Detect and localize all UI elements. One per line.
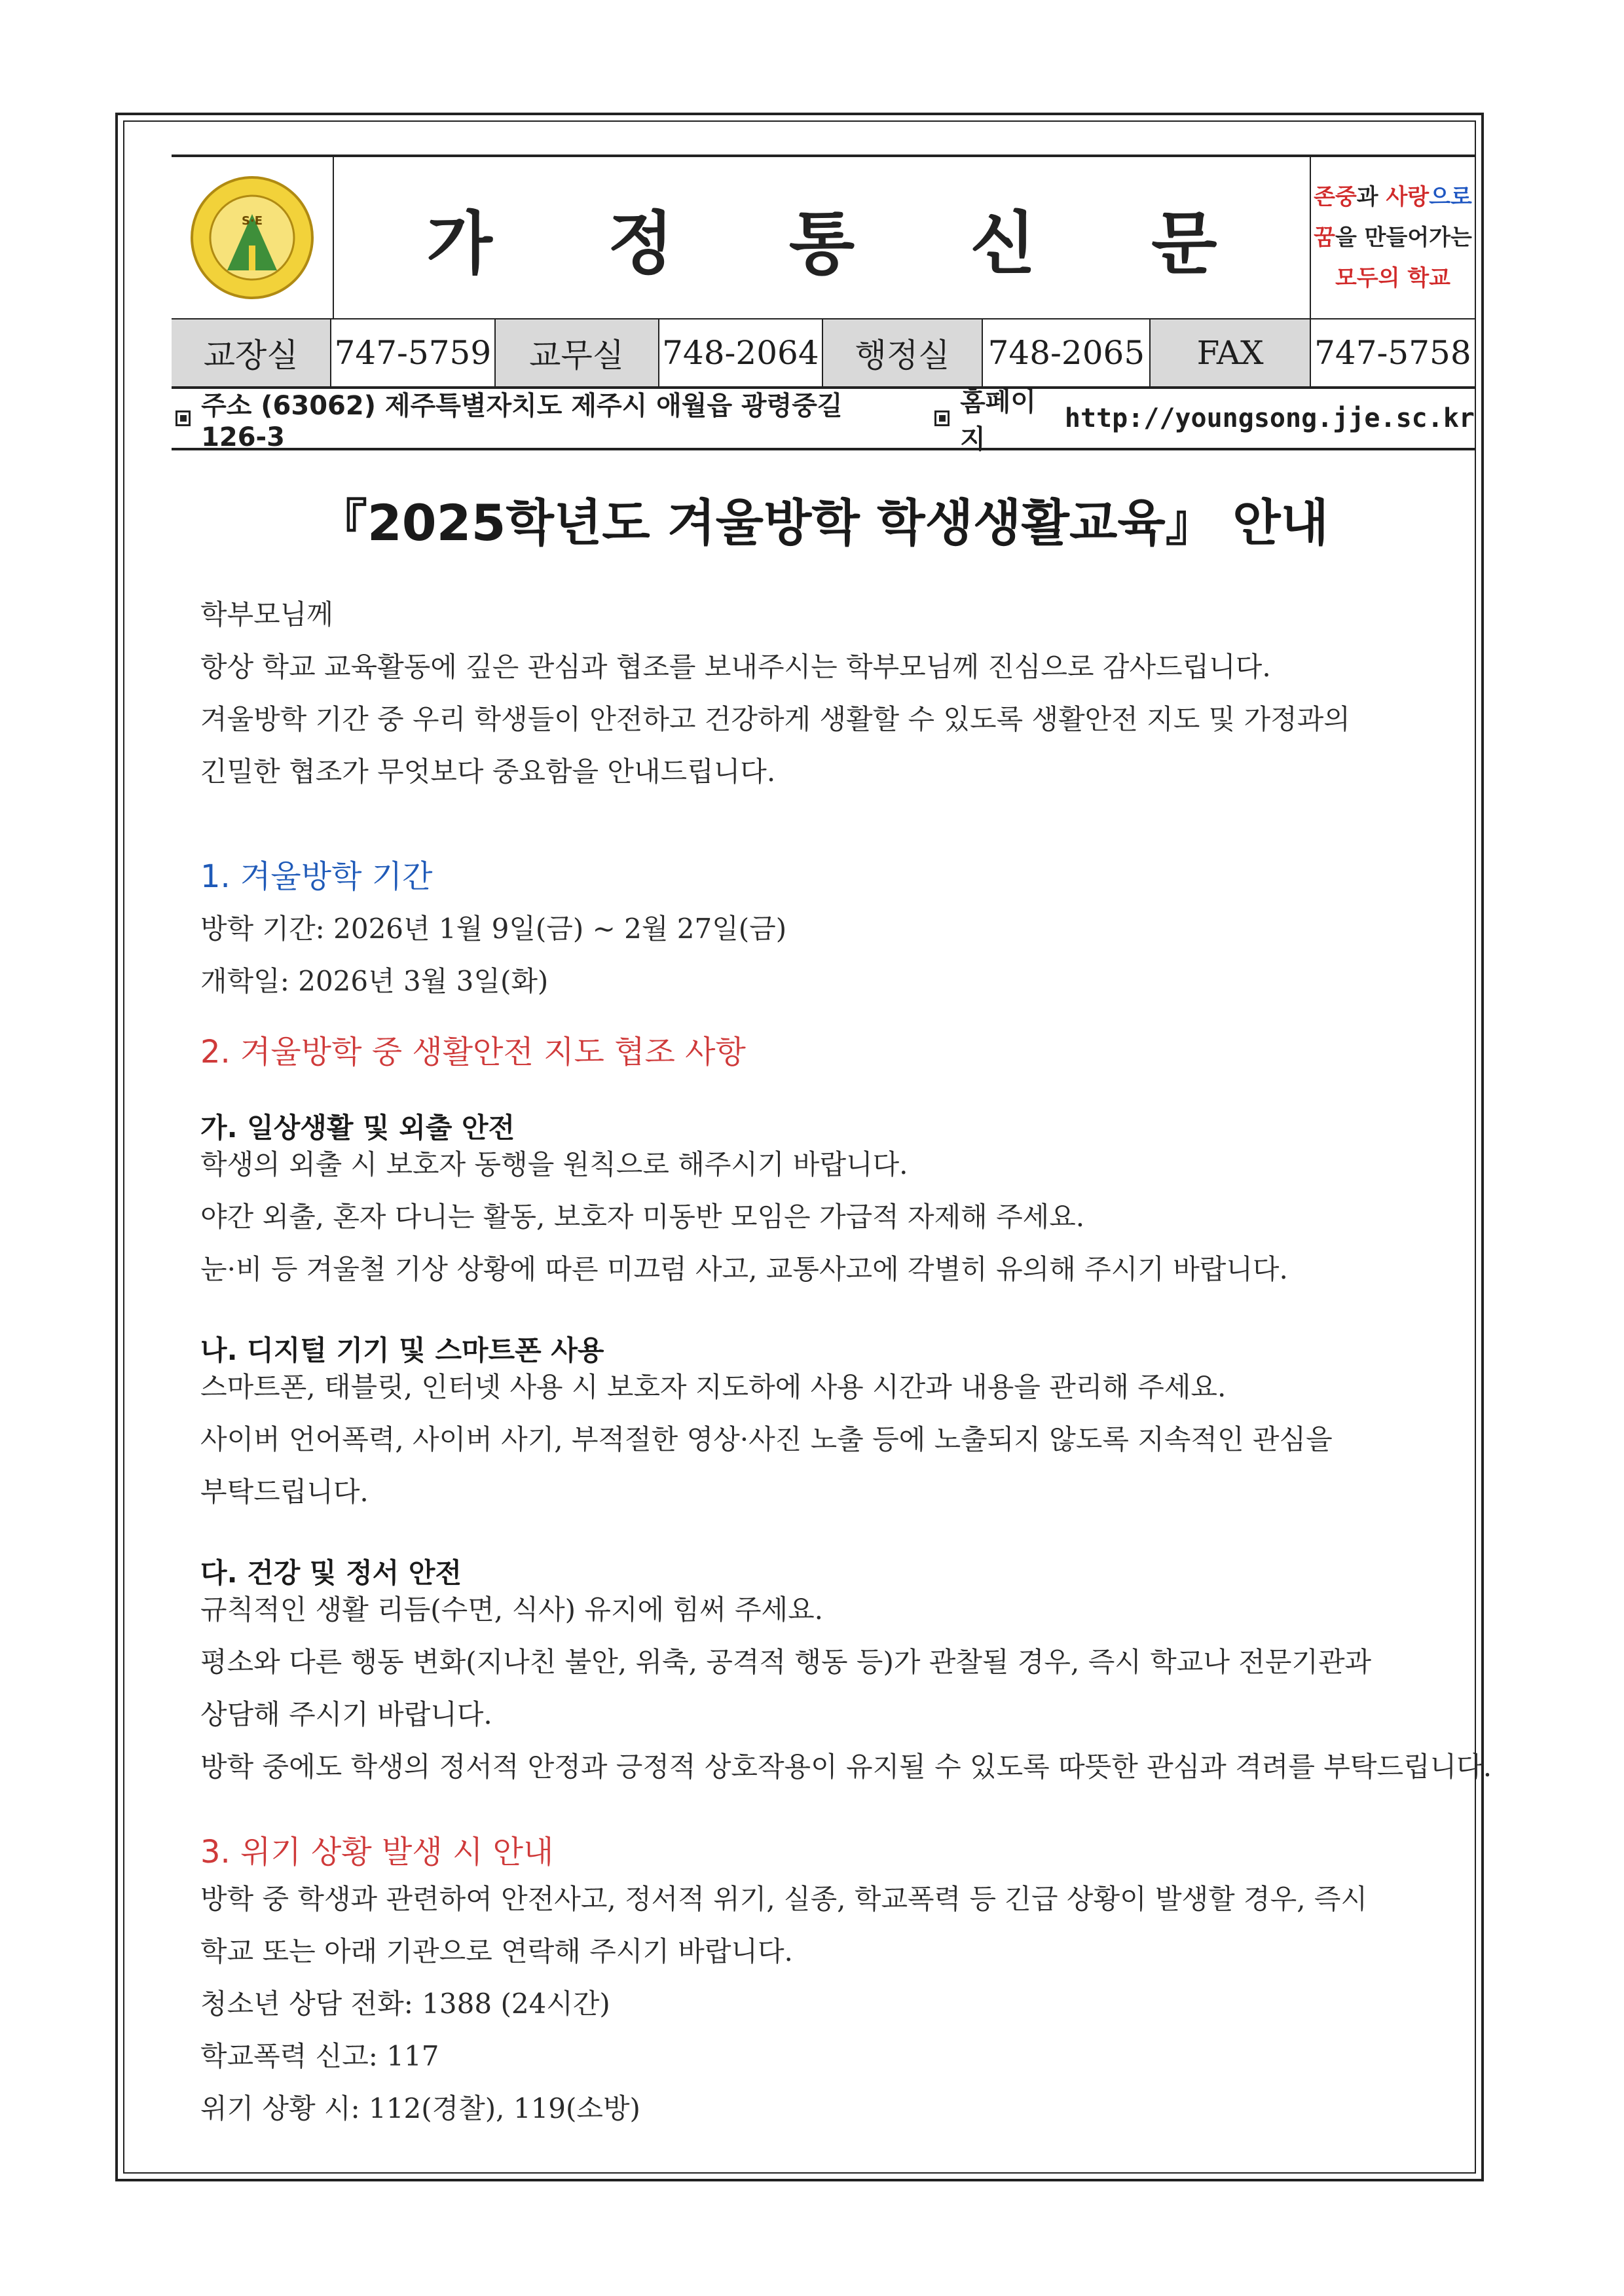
subsection-da-line: 규칙적인 생활 리듬(수면, 식사) 유지에 힘써 주세요. (200, 1594, 824, 1626)
section-3-line: 청소년 상담 전화: 1388 (24시간) (200, 1988, 610, 2020)
subsection-na-heading: 나. 디지털 기기 및 스마트폰 사용 (200, 1334, 604, 1366)
contact-label: 교장실 (172, 319, 331, 386)
letterhead-top (172, 155, 1475, 319)
salutation: 학부모님께 (200, 598, 333, 630)
intro-line: 긴밀한 협조가 무엇보다 중요함을 안내드립니다. (200, 756, 776, 788)
section-3-line: 학교폭력 신고: 117 (200, 2040, 439, 2072)
slogan-love: 사랑 (1386, 184, 1430, 210)
slogan-everyone: 모두의 학교 (1335, 265, 1451, 291)
contact-value: 748-2065 (983, 319, 1151, 386)
slogan-and: 과 (1356, 184, 1386, 210)
contact-label: 교무실 (496, 319, 659, 386)
contact-value: 747-5758 (1314, 334, 1471, 372)
school-slogan (1310, 157, 1475, 318)
section-1-line: 방학 기간: 2026년 1월 9일(금) ~ 2월 27일(금) (200, 913, 787, 945)
slogan-line-1 (1314, 177, 1472, 217)
slogan-line-3 (1335, 258, 1450, 299)
subsection-da-heading: 다. 건강 및 정서 안전 (200, 1557, 462, 1589)
subsection-da-line: 평소와 다른 행동 변화(지나친 불안, 위축, 공격적 행동 등)가 관찰될 경우, 즉시 학교나 전문기관과 (200, 1646, 1372, 1678)
subsection-ga-line: 눈·비 등 겨울철 기상 상황에 따른 미끄럼 사고, 교통사고에 각별히 유의해 주시기 바랍니다. (200, 1253, 1288, 1285)
contact-label: FAX (1151, 319, 1310, 386)
contact-value: 748-2064 (659, 319, 823, 386)
logo-badge: S·E (241, 214, 263, 228)
section-3-heading: 3. 위기 상황 발생 시 안내 (200, 1834, 554, 1870)
school-address: 주소 (63062) 제주특별자치도 제주시 애월읍 광령중길 126-3 (201, 390, 843, 452)
newsletter-title-cell (334, 157, 1310, 318)
section-3-line: 위기 상황 시: 112(경찰), 119(소방) (200, 2092, 640, 2124)
intro-line: 겨울방학 기간 중 우리 학생들이 안전하고 건강하게 생활할 수 있도록 생활안전 지도 및 가정과의 (200, 703, 1350, 735)
slogan-line-2 (1314, 217, 1472, 258)
slogan-respect: 존중 (1314, 184, 1357, 210)
subsection-na-line: 부탁드립니다. (200, 1476, 369, 1508)
contact-value: 747-5759 (331, 319, 495, 386)
section-1-heading: 1. 겨울방학 기간 (200, 858, 433, 895)
school-emblem-icon (187, 172, 318, 303)
bullet-square-icon (175, 410, 191, 426)
contact-table (172, 319, 1475, 389)
address-row (172, 387, 1475, 454)
homepage-label: 홈페이지 (960, 387, 1036, 454)
section-1-line: 개학일: 2026년 3월 3일(화) (200, 965, 549, 997)
intro-line: 항상 학교 교육활동에 깊은 관심과 협조를 보내주시는 학부모님께 진심으로 감사드립니다. (200, 651, 1271, 683)
slogan-with: 으로 (1429, 184, 1472, 210)
section-3-line: 학교 또는 아래 기관으로 연락해 주시기 바랍니다. (200, 1935, 793, 1967)
subsection-ga-line: 학생의 외출 시 보호자 동행을 원칙으로 해주시기 바랍니다. (200, 1148, 908, 1180)
school-logo (172, 157, 334, 318)
subsection-ga-line: 야간 외출, 혼자 다니는 활동, 보호자 미동반 모임은 가급적 자제해 주세요. (200, 1201, 1085, 1233)
document-title: 『2025학년도 겨울방학 학생생활교육』 안내 (317, 494, 1329, 552)
section-2-heading: 2. 겨울방학 중 생활안전 지도 협조 사항 (200, 1034, 746, 1070)
newsletter-title: 가 정 통 신 문 (426, 204, 1263, 283)
section-3-line: 방학 중 학생과 관련하여 안전사고, 정서적 위기, 실종, 학교폭력 등 긴급 상황이 발생할 경우, 즉시 (200, 1883, 1368, 1915)
letterhead (172, 155, 1475, 454)
subsection-na-line: 스마트폰, 태블릿, 인터넷 사용 시 보호자 지도하에 사용 시간과 내용을 관리해 주세요. (200, 1371, 1227, 1403)
bullet-square-icon (934, 410, 950, 426)
subsection-da-line: 방학 중에도 학생의 정서적 안정과 긍정적 상호작용이 유지될 수 있도록 따뜻한 관심과 격려를 부탁드립니다. (200, 1751, 1492, 1783)
contact-label: 행정실 (823, 319, 983, 386)
subsection-na-line: 사이버 언어폭력, 사이버 사기, 부적절한 영상·사진 노출 등에 노출되지 않도록 지속적인 관심을 (200, 1423, 1333, 1455)
homepage-link[interactable]: http://youngsong.jje.sc.kr (1064, 403, 1475, 433)
subsection-ga-heading: 가. 일상생활 및 외출 안전 (200, 1112, 515, 1144)
slogan-making: 을 만들어가는 (1335, 225, 1472, 251)
subsection-da-line: 상담해 주시기 바랍니다. (200, 1698, 492, 1730)
slogan-dream: 꿈 (1314, 225, 1335, 251)
